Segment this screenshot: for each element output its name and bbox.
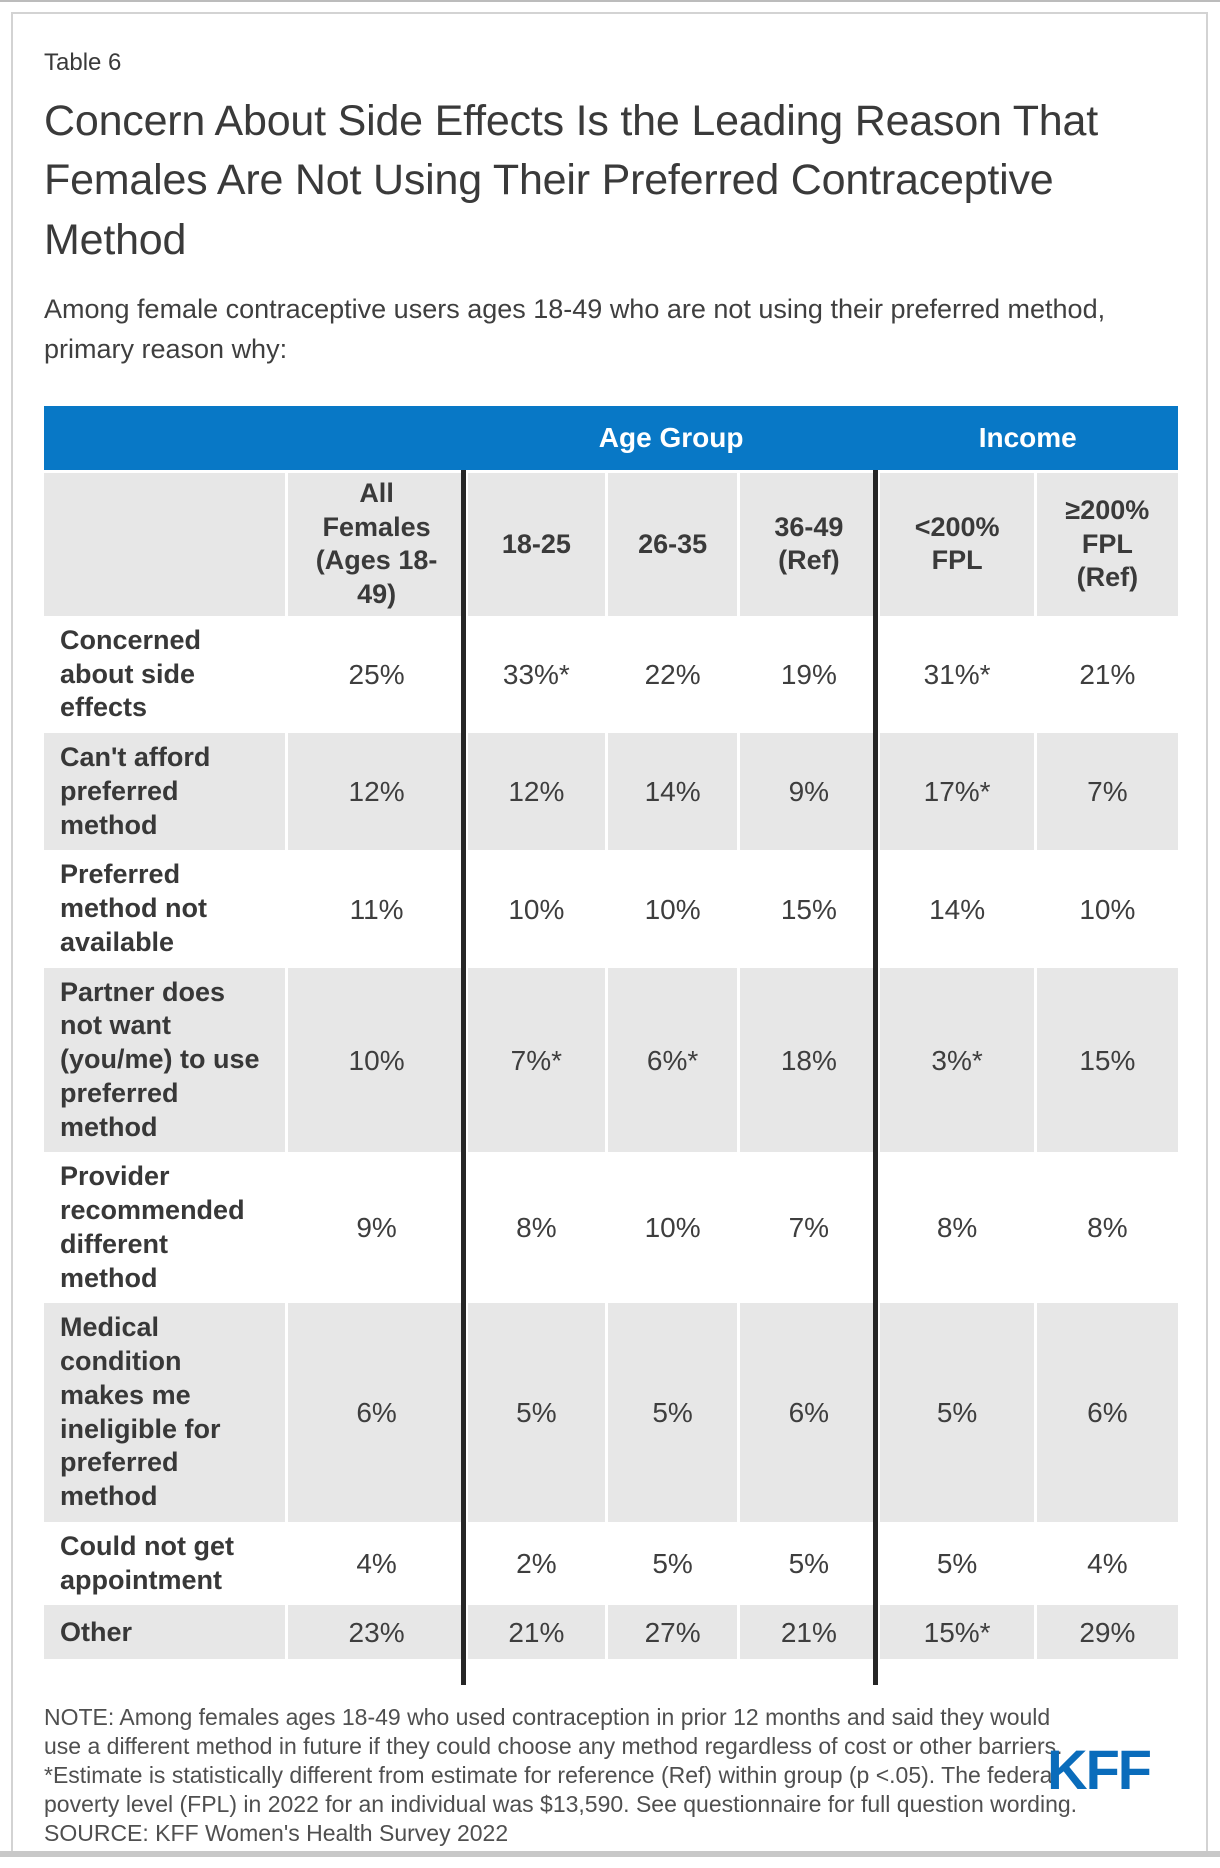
value-cell: 4%: [285, 1522, 464, 1606]
row-label: Could not get appointment: [44, 1522, 285, 1606]
value-cell: 29%: [1034, 1605, 1178, 1659]
value-cell: 8%: [465, 1152, 605, 1303]
value-cell: 21%: [1034, 616, 1178, 733]
column-header-empty: [44, 473, 285, 616]
value-cell: 5%: [605, 1522, 737, 1606]
report-content: [13, 14, 1206, 1848]
value-cell: 6%: [737, 1303, 877, 1522]
row-label: Other: [44, 1605, 285, 1659]
value-cell: 10%: [605, 1152, 737, 1303]
value-cell: 19%: [737, 616, 877, 733]
column-header-26-35: 26-35: [605, 473, 737, 616]
footer: [44, 1703, 1178, 1848]
value-cell: 6%*: [605, 968, 737, 1153]
value-cell: 10%: [285, 968, 464, 1153]
value-cell: 3%*: [877, 968, 1033, 1153]
income-divider-line: [873, 470, 878, 1686]
value-cell: 6%: [285, 1303, 464, 1522]
value-cell: 10%: [605, 850, 737, 967]
report-card: [11, 12, 1208, 1851]
kff-logo: KFF: [1047, 1738, 1150, 1802]
group-header-income: Income: [978, 421, 1077, 453]
value-cell: 21%: [465, 1605, 605, 1659]
value-cell: 4%: [1034, 1522, 1178, 1606]
value-cell: 12%: [465, 733, 605, 850]
column-header-18-25: 18-25: [465, 473, 605, 616]
value-cell: 18%: [737, 968, 877, 1153]
page-title: Concern About Side Effects Is the Leading Reason That Females Are Not Using Their Preferred Contraceptive Method: [44, 97, 1098, 264]
value-cell: 10%: [465, 850, 605, 967]
table-row: [44, 1303, 1178, 1522]
table-row: [44, 733, 1178, 850]
table-row: [44, 1152, 1178, 1303]
data-table: [44, 406, 1178, 1686]
value-cell: 22%: [605, 616, 737, 733]
value-cell: 15%*: [877, 1605, 1033, 1659]
column-header-36-49-ref: 36-49 (Ref): [737, 473, 877, 616]
value-cell: 17%*: [877, 733, 1033, 850]
group-header-age: Age Group: [598, 421, 744, 453]
value-cell: 2%: [465, 1522, 605, 1606]
row-label: Can't afford preferred method: [44, 733, 285, 850]
source-text: SOURCE: KFF Women's Health Survey 2022: [44, 1820, 509, 1847]
value-cell: 5%: [465, 1303, 605, 1522]
value-cell: 6%: [1034, 1303, 1178, 1522]
row-label: Provider recommended different method: [44, 1152, 285, 1303]
column-header-over-200-fpl-ref: ≥200% FPL (Ref): [1034, 473, 1178, 616]
value-cell: 14%: [605, 733, 737, 850]
table-group-header-row: [44, 406, 1178, 470]
value-cell: 7%: [737, 1152, 877, 1303]
table-row: [44, 968, 1178, 1153]
table-row: [44, 1522, 1178, 1606]
row-label: Partner does not want (you/me) to use preferred method: [44, 968, 285, 1153]
table-row: [44, 1605, 1178, 1659]
table-row: [44, 616, 1178, 733]
page-top-border: [0, 0, 1220, 2]
page-bottom-border: [0, 1851, 1220, 1857]
value-cell: 8%: [1034, 1152, 1178, 1303]
value-cell: 15%: [1034, 968, 1178, 1153]
value-cell: 7%*: [465, 968, 605, 1153]
value-cell: 23%: [285, 1605, 464, 1659]
value-cell: 14%: [877, 850, 1033, 967]
value-cell: 25%: [285, 616, 464, 733]
value-cell: 11%: [285, 850, 464, 967]
value-cell: 31%*: [877, 616, 1033, 733]
row-label: Preferred method not available: [44, 850, 285, 967]
value-cell: 12%: [285, 733, 464, 850]
value-cell: 15%: [737, 850, 877, 967]
value-cell: 9%: [285, 1152, 464, 1303]
table-row: [44, 850, 1178, 967]
age-group-divider-line: [461, 470, 466, 1686]
value-cell: 5%: [737, 1522, 877, 1606]
value-cell: 7%: [1034, 733, 1178, 850]
table-number-label: Table 6: [44, 49, 122, 76]
value-cell: 9%: [737, 733, 877, 850]
value-cell: 21%: [737, 1605, 877, 1659]
row-label: Medical condition makes me ineligible for preferred method: [44, 1303, 285, 1522]
note-text: NOTE: Among females ages 18-49 who used contraception in prior 12 months and said they would use a different method in future if they could choose any method regardless of cost or other barriers. *Estimate is statistically different from estimate for reference (Ref) within group (p <.05). The federal poverty level (FPL) in 2022 for an individual was $13,590. See questionnaire for full question wording.: [44, 1704, 1078, 1818]
page-subtitle: Among female contraceptive users ages 18-49 who are not using their preferred method, primary reason why:: [44, 293, 1106, 364]
column-header-all-females: All Females (Ages 18-49): [285, 473, 464, 616]
value-cell: 27%: [605, 1605, 737, 1659]
value-cell: 5%: [877, 1303, 1033, 1522]
value-cell: 33%*: [465, 616, 605, 733]
value-cell: 5%: [605, 1303, 737, 1522]
column-header-under-200-fpl: <200% FPL: [877, 473, 1033, 616]
value-cell: 8%: [877, 1152, 1033, 1303]
row-label: Concerned about side effects: [44, 616, 285, 733]
value-cell: 10%: [1034, 850, 1178, 967]
value-cell: 5%: [877, 1522, 1033, 1606]
table-header-row: [44, 473, 1178, 616]
